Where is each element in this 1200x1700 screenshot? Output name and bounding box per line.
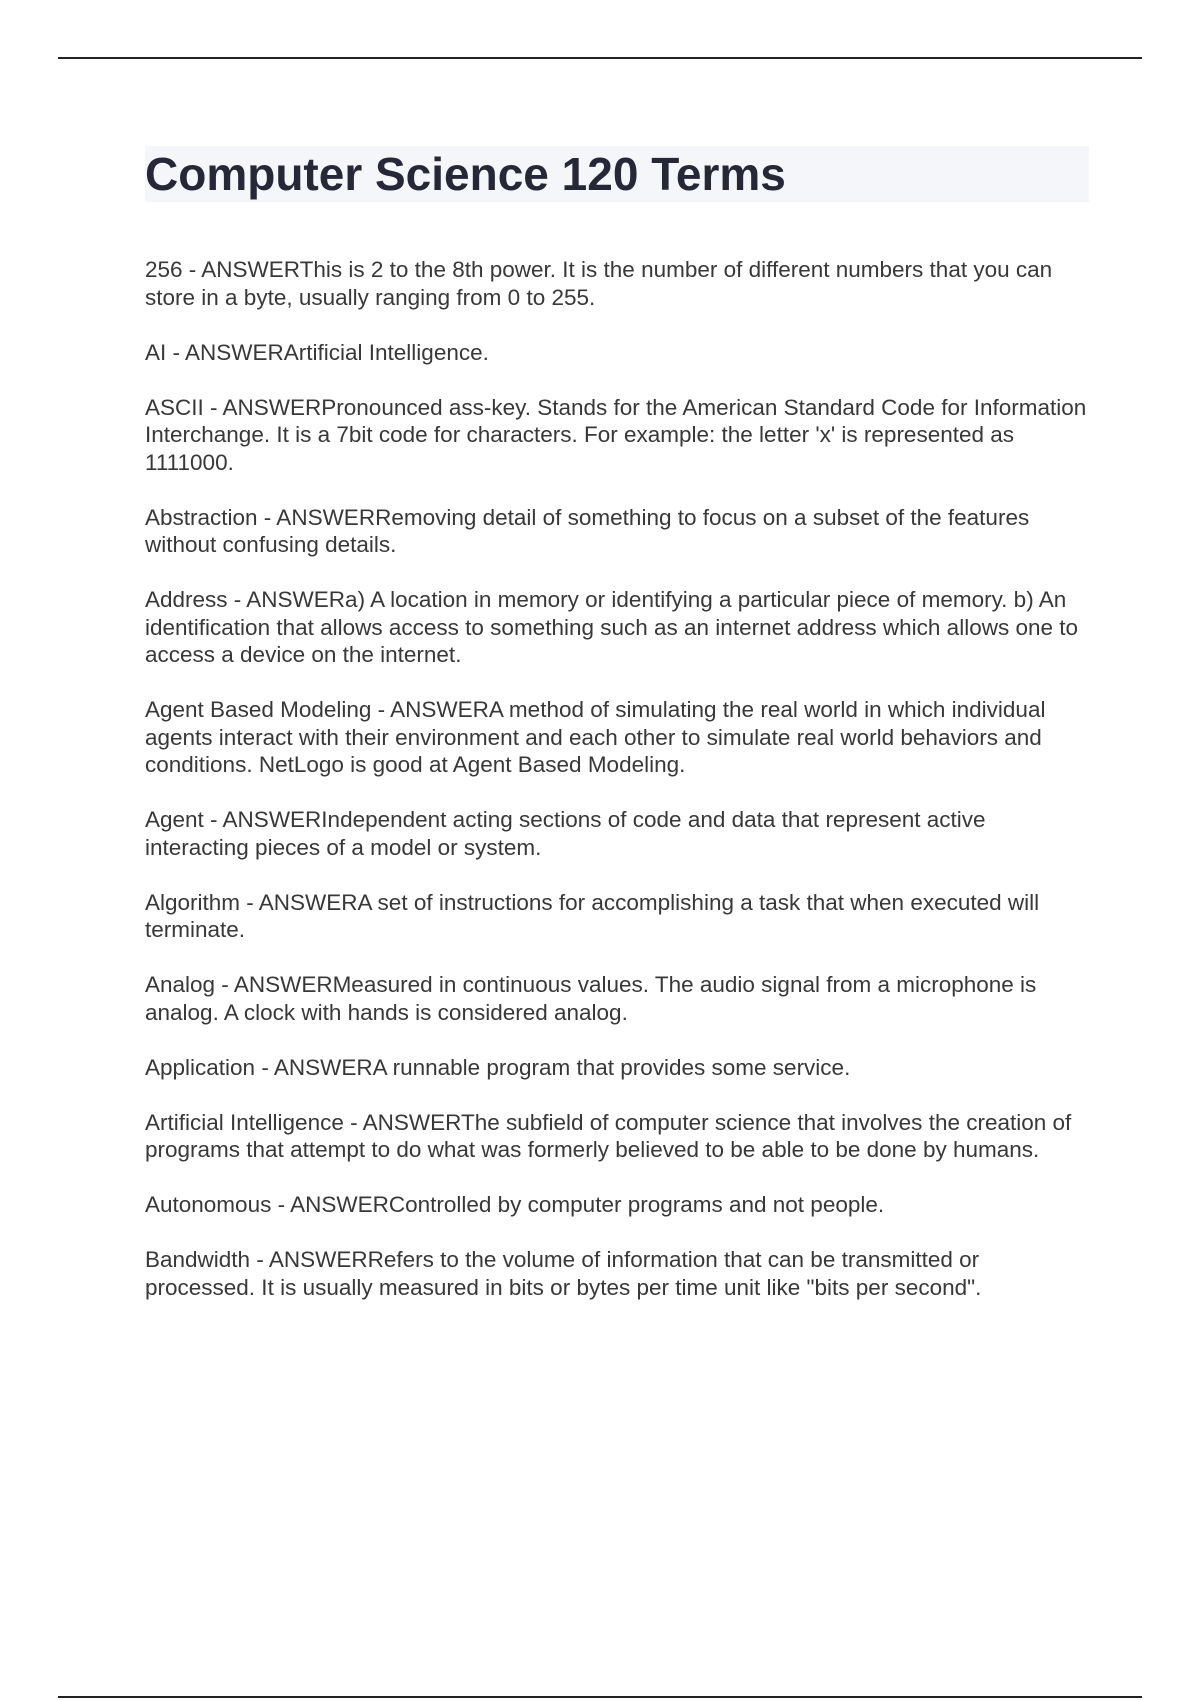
document-title: Computer Science 120 Terms (145, 148, 786, 200)
term-autonomous: Autonomous - ANSWERControlled by computer programs and not people. (145, 1192, 885, 1217)
term-agent-based-modeling: Agent Based Modeling - ANSWERA method of simulating the real world in which individual agents interact with their environment and each other to simulate real world behaviors and conditions. NetLogo is good at Agent Based Modeling. (145, 697, 1046, 777)
header-rule (58, 57, 1142, 59)
term-address: Address - ANSWERa) A location in memory or identifying a particular piece of memory. b) An identification that allows access to something such as an internet address which allows one to access a device on the internet. (145, 587, 1079, 667)
term-ascii: ASCII - ANSWERPronounced ass-key. Stands for the American Standard Code for Information Interchange. It is a 7bit code for characters. For example: the letter 'x' is represented as 1111000. (145, 394, 1087, 475)
term-application: Application - ANSWERA runnable program that provides some service. (145, 1054, 851, 1080)
term-artificial-intelligence: Artificial Intelligence - ANSWERThe subfield of computer science that involves the creation of programs that attempt to do what was formerly believed to be able to be done by humans. (145, 1109, 1072, 1162)
term-agent: Agent - ANSWERIndependent acting sections of code and data that represent active interacting pieces of a model or system. (145, 807, 986, 860)
term-algorithm: Algorithm - ANSWERA set of instructions for accomplishing a task that when executed will terminate. (145, 889, 1040, 942)
footer-rule (58, 1696, 1142, 1698)
term-256: 256 - ANSWERThis is 2 to the 8th power. It is the number of different numbers that you can store in a byte, usually ranging from 0 to 255. (145, 257, 1053, 310)
term-ai: AI - ANSWERArtificial Intelligence. (145, 339, 489, 365)
term-abstraction: Abstraction - ANSWERRemoving detail of something to focus on a subset of the features without confusing details. (145, 504, 1030, 557)
term-analog: Analog - ANSWERMeasured in continuous values. The audio signal from a microphone is analog. A clock with hands is considered analog. (145, 972, 1037, 1025)
term-list (145, 256, 1095, 1329)
term-bandwidth: Bandwidth - ANSWERRefers to the volume of information that can be transmitted or processed. It is usually measured in bits or bytes per time unit like "bits per second". (145, 1247, 982, 1300)
